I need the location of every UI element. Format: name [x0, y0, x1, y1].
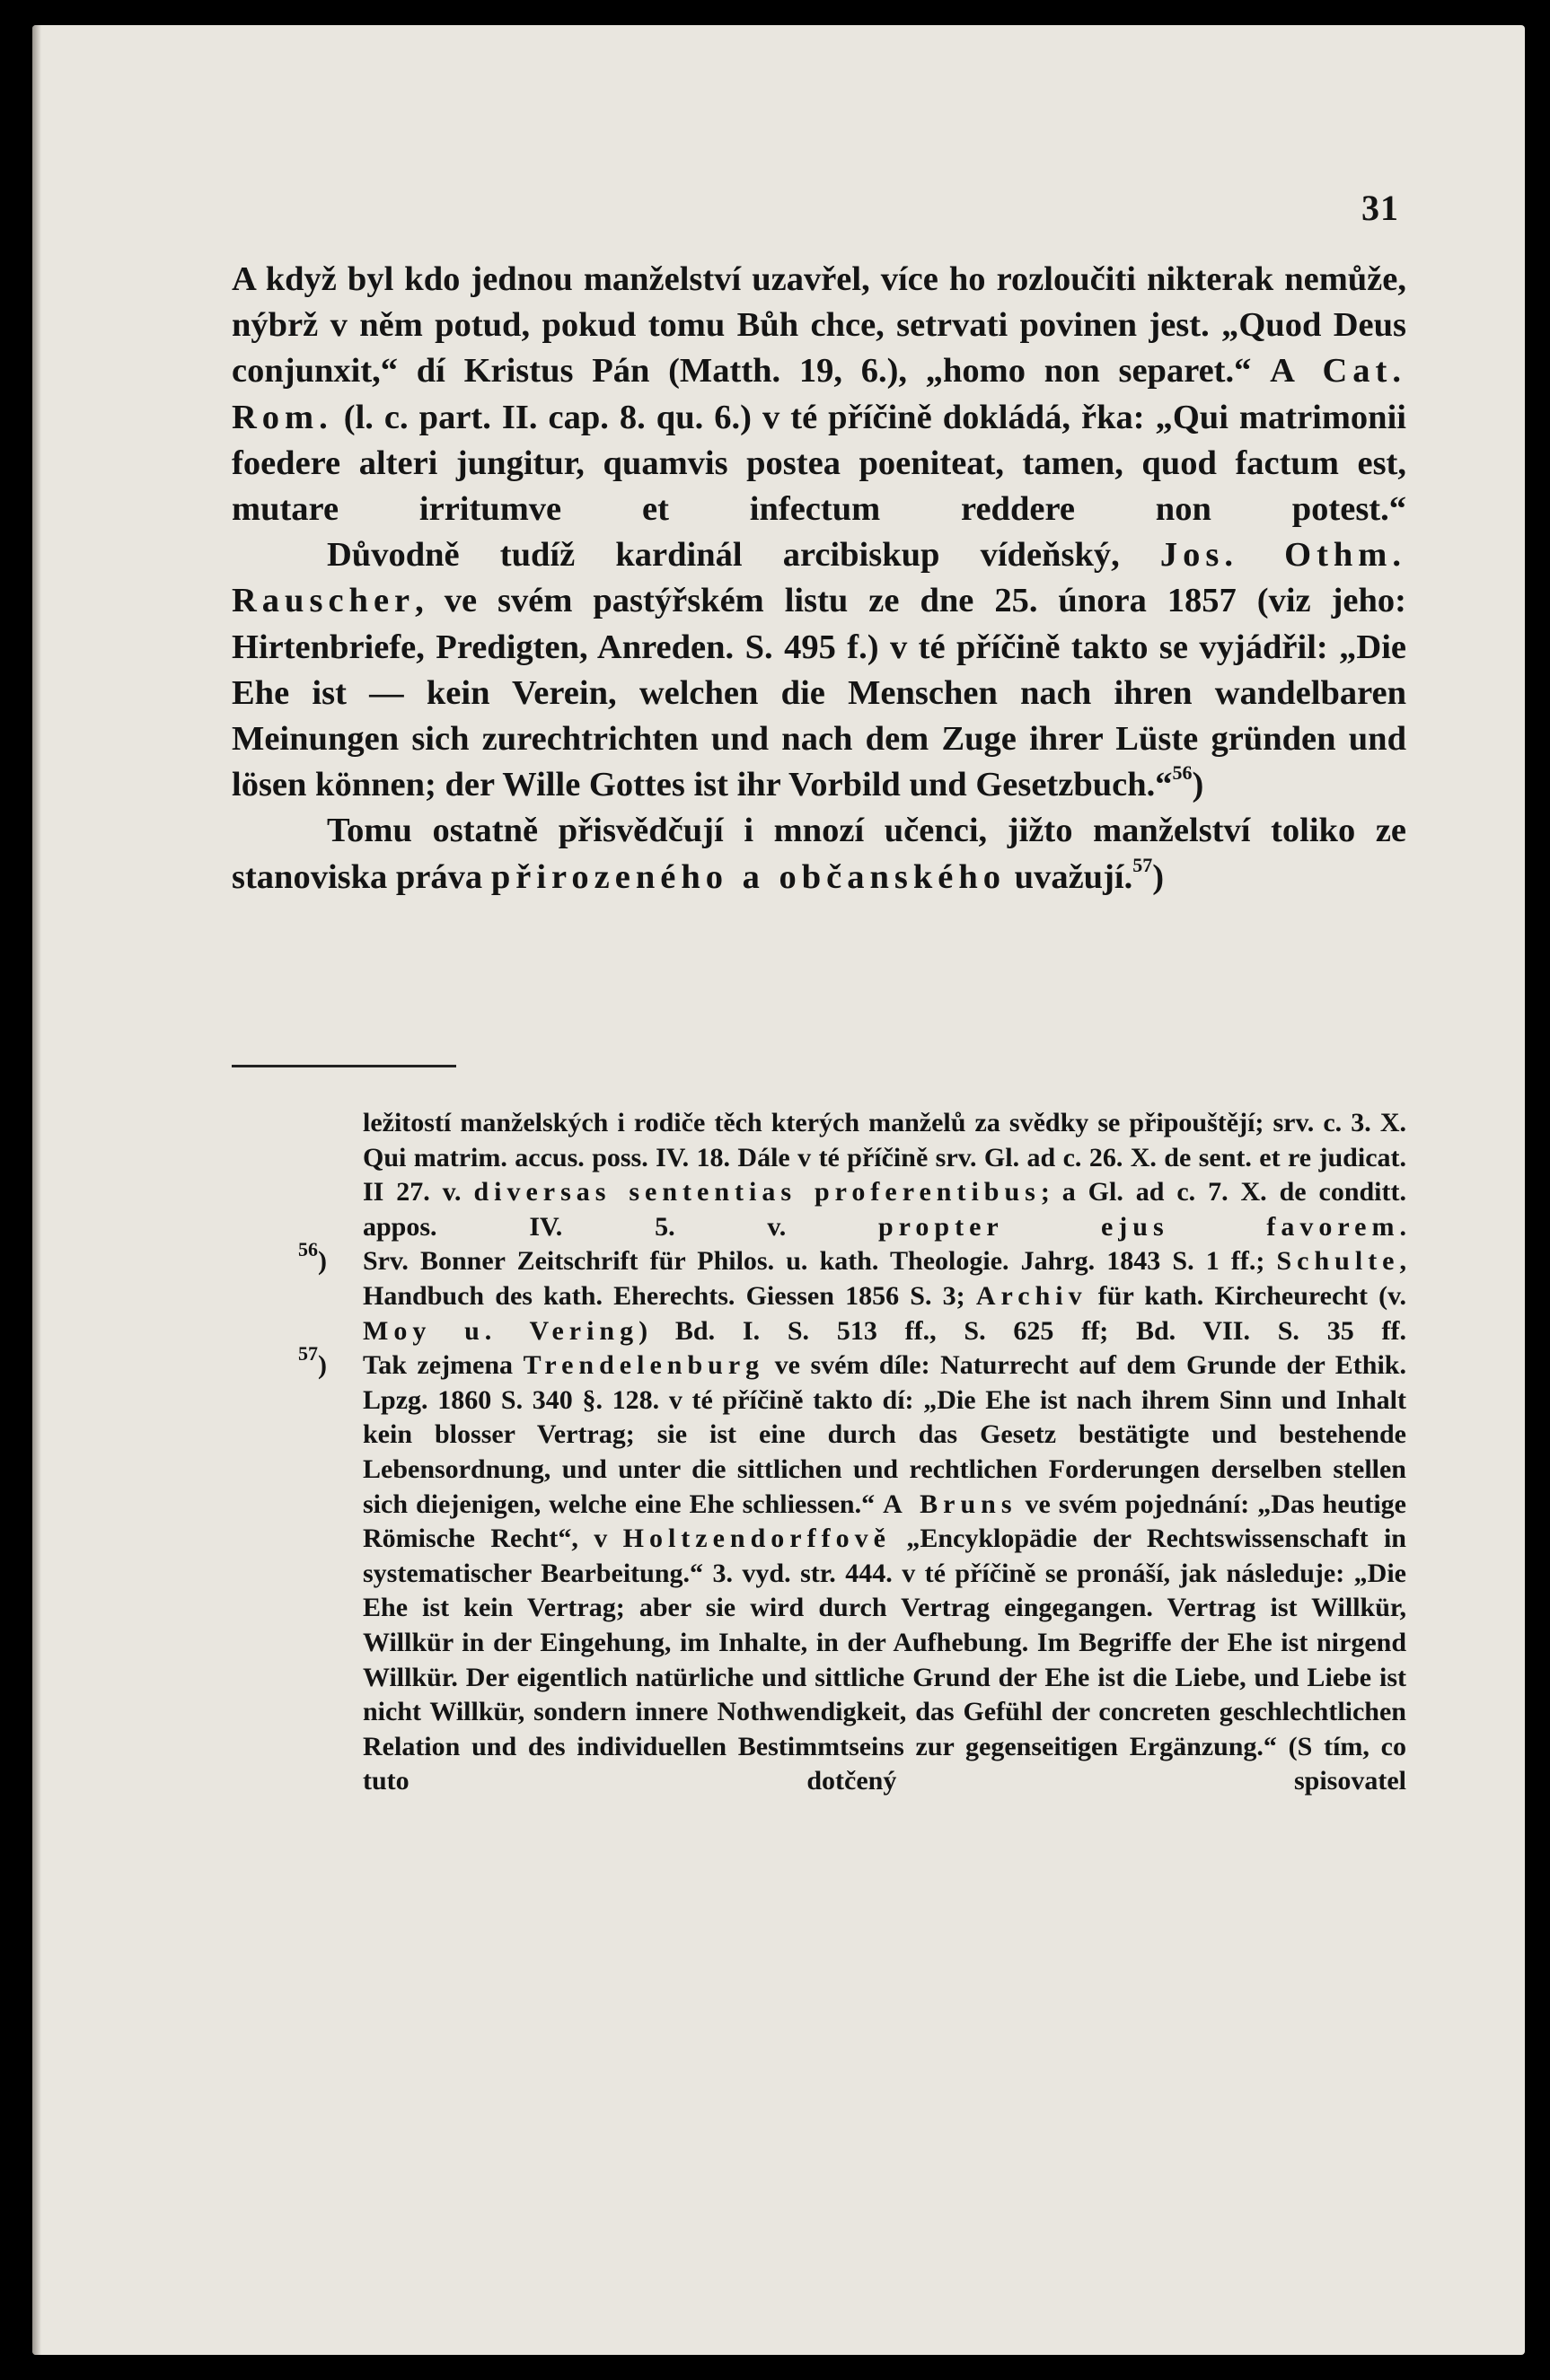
text-run: ) Bd. I. S. 513 ff., S. 625 ff; Bd. VII. S. 35 ff.: [638, 1315, 1406, 1346]
text-run: , Handbuch des kath. Eherechts. Giessen 1856 S. 3;: [363, 1246, 1406, 1311]
text-run: ve svém díle: Naturrecht auf dem Grunde der Ethik. Lpzg. 1860 S. 340 §. 128. v té příčině takto dí: „Die Ehe ist nach ihrem Sinn und Inhalt kein blosser Vertrag; sie ist eine durch das Gesetz bestätigte und bestehende Lebensordnung, und unter die sittlichen und rechtlichen Forderungen derselben stellen sich diejenigen, welche eine Ehe schliessen.“: [363, 1350, 1406, 1519]
text-run: für kath. Kircheurecht (v.: [1087, 1280, 1406, 1311]
footnote-marker: $^{56}$): [298, 1238, 327, 1277]
spaced-emphasis: přirozeného a občanského: [490, 857, 1007, 896]
spaced-emphasis: Trendelenburg: [523, 1350, 765, 1381]
text-run: ): [1152, 857, 1165, 896]
text-run: Tomu ostatně přisvědčují i mnozí učenci, jižto manželství toliko ze stanoviska práva: [232, 812, 1406, 896]
text-run: ; a Gl. ad c. 7. X. de conditt. appos. IV. 5. v.: [363, 1177, 1407, 1242]
footnotes: [232, 1106, 1406, 1799]
footnote-continuation: [232, 1106, 1406, 1244]
text-run: ): [1192, 766, 1204, 804]
spaced-emphasis: Schulte: [1276, 1246, 1400, 1277]
spaced-emphasis: Archiv: [975, 1280, 1088, 1311]
text-run: .: [1399, 1211, 1406, 1242]
spaced-emphasis: Holtzendorffově: [622, 1524, 891, 1554]
footnote-marker: $^{57}$): [298, 1342, 327, 1381]
spaced-emphasis: Jos. Othm. Rauscher: [232, 536, 1407, 620]
text-run: Tak zejmena: [363, 1350, 524, 1381]
main-text: [232, 257, 1406, 900]
spaced-emphasis: propter ejus favorem: [877, 1211, 1400, 1242]
page-edge-shadow: [32, 25, 41, 2355]
footnote-separator: [232, 1065, 456, 1067]
footnote-57: [232, 1342, 1406, 1799]
footnote-text: [363, 1348, 1406, 1799]
spaced-emphasis: A Cat. Rom.: [232, 352, 1406, 436]
text-run: , ve svém pastýřském listu ze dne 25. února 1857 (viz jeho: Hirtenbriefe, Predigten, Anreden. S. 495 f.) v té příčině takto se vyjádřil: „Die Ehe ist — kein Verein, welchen die Menschen nach ihren wandelbaren Meinungen sich zurechtrichten und nach dem Zuge ihrer Lüste gründen und lösen können; der Wille Gottes ist ihr Vorbild und Gesetzbuch.“: [232, 582, 1406, 804]
footnote-56: [232, 1238, 1406, 1348]
text-run: (l. c. part. II. cap. 8. qu. 6.) v té příčině dokládá, řka: „Qui matrimonii foedere alteri jungitur, quamvis postea poeniteat, tamen, quod factum est, mutare irritumve et infectum reddere non potest.“: [232, 398, 1406, 529]
text-run: Důvodně tudíž kardinál arcibiskup vídeňský,: [327, 536, 1160, 575]
spaced-emphasis: A Bruns: [883, 1489, 1017, 1519]
page-number: 31: [1361, 188, 1399, 228]
footnote-text: [363, 1244, 1406, 1348]
text-run: ležitostí manželských i rodiče těch kterých manželů za svědky se připouštějí; srv. c. 3. X. Qui matrim. accus. poss. IV. 18. Dále v té příčině srv. Gl. ad c. 26. X. de sent. et re judicat. II 27. v.: [363, 1108, 1406, 1208]
footnote-reference: 56: [1172, 761, 1193, 785]
footnote-reference: 57: [1132, 853, 1153, 876]
text-run: ve svém pojednání: „Das heutige Römische Recht“, v: [363, 1489, 1406, 1554]
paragraph-2: [232, 532, 1406, 808]
book-page: [32, 25, 1525, 2355]
text-run: Srv. Bonner Zeitschrift für Philos. u. kath. Theologie. Jahrg. 1843 S. 1 ff.;: [363, 1246, 1277, 1277]
paragraph-3: [232, 808, 1406, 900]
text-run: A když byl kdo jednou manželství uzavřel, více ho rozloučiti nikterak nemůže, nýbrž v něm potud, pokud tomu Bůh chce, setrvati povinen jest. „Quod Deus conjunxit,“ dí Kristus Pán (Matth. 19, 6.), „homo non separet.“: [232, 260, 1406, 391]
spaced-emphasis: Moy u. Vering: [363, 1315, 639, 1346]
paragraph-1: [232, 257, 1406, 532]
spaced-emphasis: diversas sententias proferentibus: [473, 1177, 1041, 1208]
text-run: „Encyklopädie der Rechtswissenschaft in systematischer Bearbeitung.“ 3. vyd. str. 444. v té příčině se pronáší, jak následuje: „Die Ehe ist kein Vertrag; aber sie wird durch Vertrag eingegangen. Vertrag ist Willkür, Willkür in der Eingehung, im Inhalte, in der Aufhebung. Im Begriffe der Ehe ist nirgend Willkür. Der eigentlich natürliche und sittliche Grund der Ehe ist die Liebe, und Liebe ist nicht Willkür, sondern innere Nothwendigkeit, das Gefühl der concreten geschlechtlichen Relation und des individuellen Bestimmtseins zur gegenseitigen Ergänzung.“ (S tím, co tuto dotčený spisovatel: [363, 1524, 1406, 1796]
text-run: uvažují.: [1006, 857, 1133, 896]
